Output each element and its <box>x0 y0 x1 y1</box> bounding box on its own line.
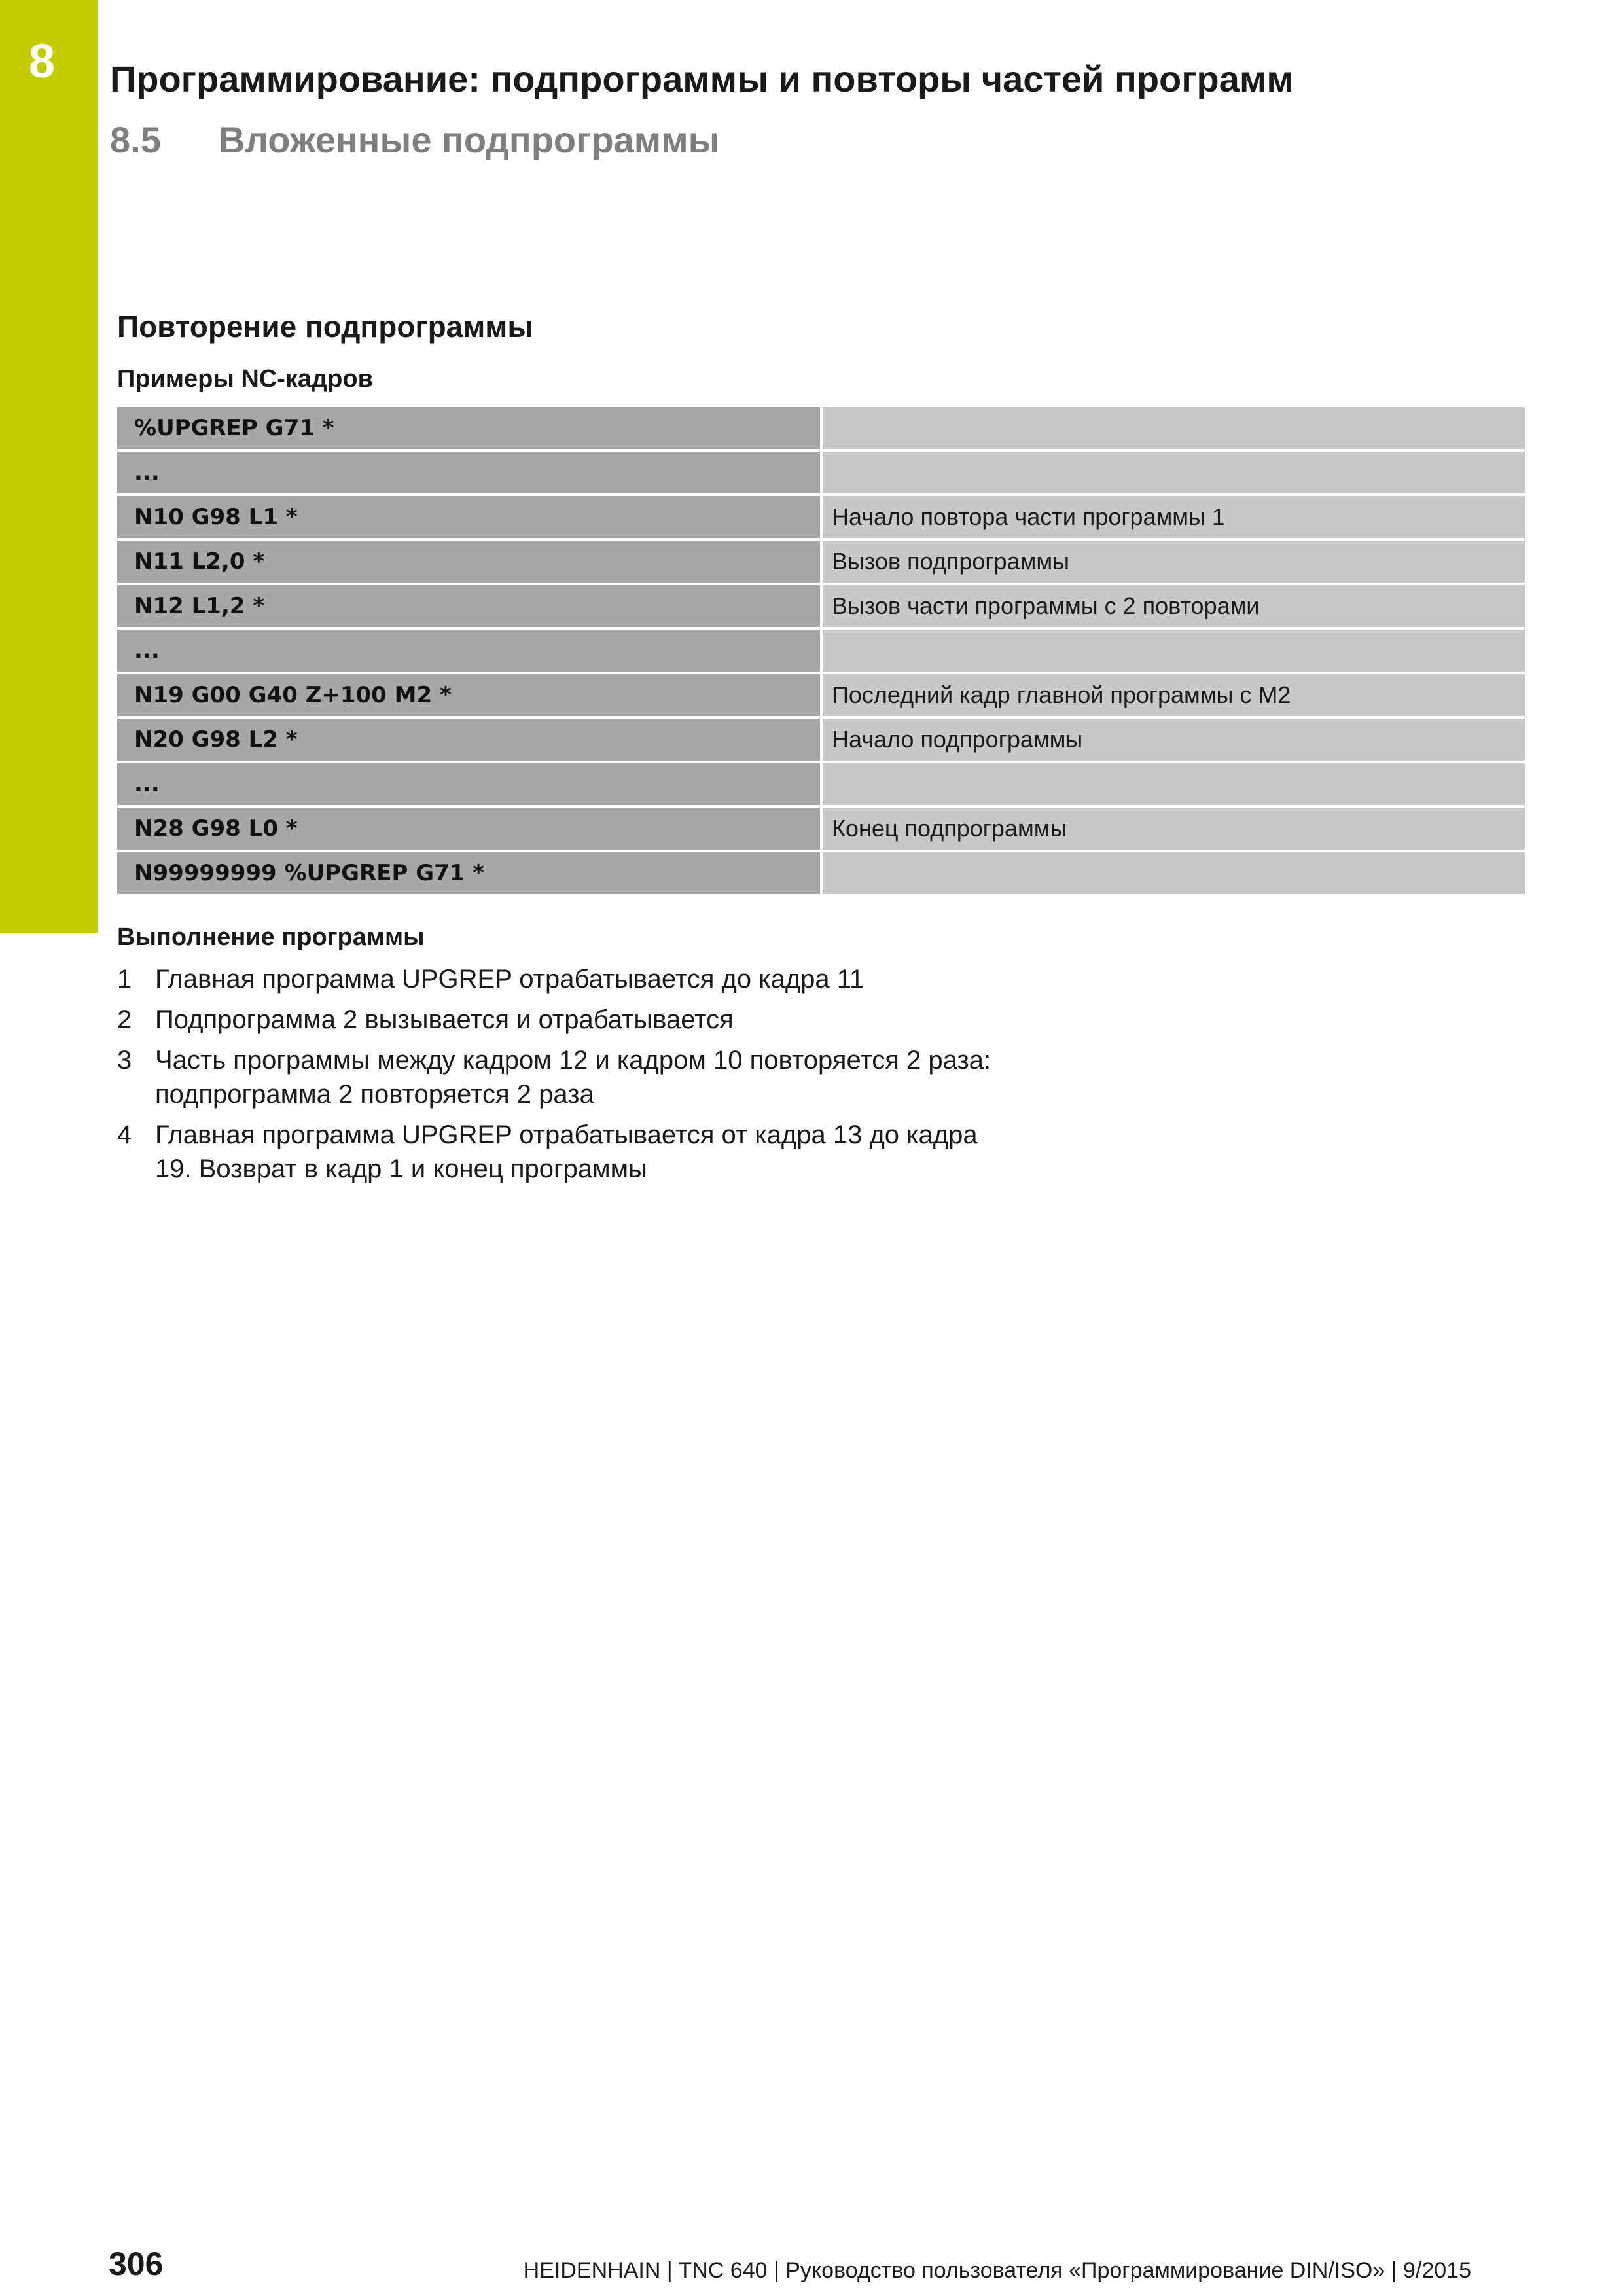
step-text: Подпрограмма 2 вызывается и отрабатывается <box>155 1005 734 1034</box>
list-item <box>117 1118 994 1186</box>
nc-code-cell: N20 G98 L2 * <box>117 719 820 761</box>
table-row <box>117 719 1525 761</box>
nc-code-cell: %UPGREP G71 * <box>117 407 820 449</box>
execution-steps <box>117 962 994 1193</box>
table-row <box>117 585 1525 627</box>
nc-comment-cell: Вызов подпрограммы <box>823 541 1525 583</box>
nc-comment-cell: Начало повтора части программы 1 <box>823 496 1525 538</box>
list-item <box>117 962 994 996</box>
nc-comment-cell <box>823 852 1525 894</box>
table-row <box>117 630 1525 672</box>
step-number: 3 <box>117 1046 132 1075</box>
nc-code-cell: N19 G00 G40 Z+100 M2 * <box>117 674 820 716</box>
nc-example-heading: Примеры NC-кадров <box>117 365 373 393</box>
chapter-tab <box>0 0 98 933</box>
table-row <box>117 674 1525 716</box>
nc-comment-cell: Конец подпрограммы <box>823 808 1525 850</box>
chapter-title: Программирование: подпрограммы и повторы частей программ <box>110 58 1294 99</box>
step-text: Главная программа UPGREP отрабатывается до кадра 11 <box>155 965 865 994</box>
nc-comment-cell: Вызов части программы с 2 повторами <box>823 585 1525 627</box>
nc-code-cell: N28 G98 L0 * <box>117 808 820 850</box>
page-number: 306 <box>109 2246 164 2282</box>
execution-heading: Выполнение программы <box>117 924 425 951</box>
table-row <box>117 808 1525 850</box>
nc-code-cell: N12 L1,2 * <box>117 585 820 627</box>
nc-comment-cell: Последний кадр главной программы с M2 <box>823 674 1525 716</box>
table-row <box>117 407 1525 449</box>
step-number: 4 <box>117 1121 132 1149</box>
nc-code-cell: ... <box>117 763 820 805</box>
section-title: Вложенные подпрограммы <box>219 119 720 160</box>
subsection-title: Повторение подпрограммы <box>117 310 533 344</box>
step-number: 1 <box>117 965 132 994</box>
step-number: 2 <box>117 1005 132 1034</box>
list-item <box>117 1043 994 1111</box>
nc-code-cell: ... <box>117 452 820 493</box>
chapter-number: 8 <box>29 35 56 88</box>
list-item <box>117 1003 994 1037</box>
nc-comment-cell <box>823 763 1525 805</box>
step-text: Часть программы между кадром 12 и кадром 10 повторяется 2 раза: подпрограмма 2 повторяется 2 раза <box>155 1046 991 1109</box>
step-text: Главная программа UPGREP отрабатывается от кадра 13 до кадра 19. Возврат в кадр 1 и конец программы <box>155 1121 978 1183</box>
table-row <box>117 763 1525 805</box>
nc-comment-cell <box>823 452 1525 493</box>
nc-comment-cell: Начало подпрограммы <box>823 719 1525 761</box>
footer-text: HEIDENHAIN | TNC 640 | Руководство пользователя «Программирование DIN/ISO» | 9/2015 <box>523 2258 1471 2283</box>
nc-block-table <box>117 407 1525 897</box>
section-number: 8.5 <box>110 119 161 160</box>
nc-code-cell: ... <box>117 630 820 672</box>
nc-comment-cell <box>823 407 1525 449</box>
table-row <box>117 496 1525 538</box>
table-row <box>117 852 1525 894</box>
table-row <box>117 452 1525 493</box>
section-heading <box>110 120 719 160</box>
nc-comment-cell <box>823 630 1525 672</box>
table-row <box>117 541 1525 583</box>
nc-code-cell: N11 L2,0 * <box>117 541 820 583</box>
nc-code-cell: N10 G98 L1 * <box>117 496 820 538</box>
nc-code-cell: N99999999 %UPGREP G71 * <box>117 852 820 894</box>
